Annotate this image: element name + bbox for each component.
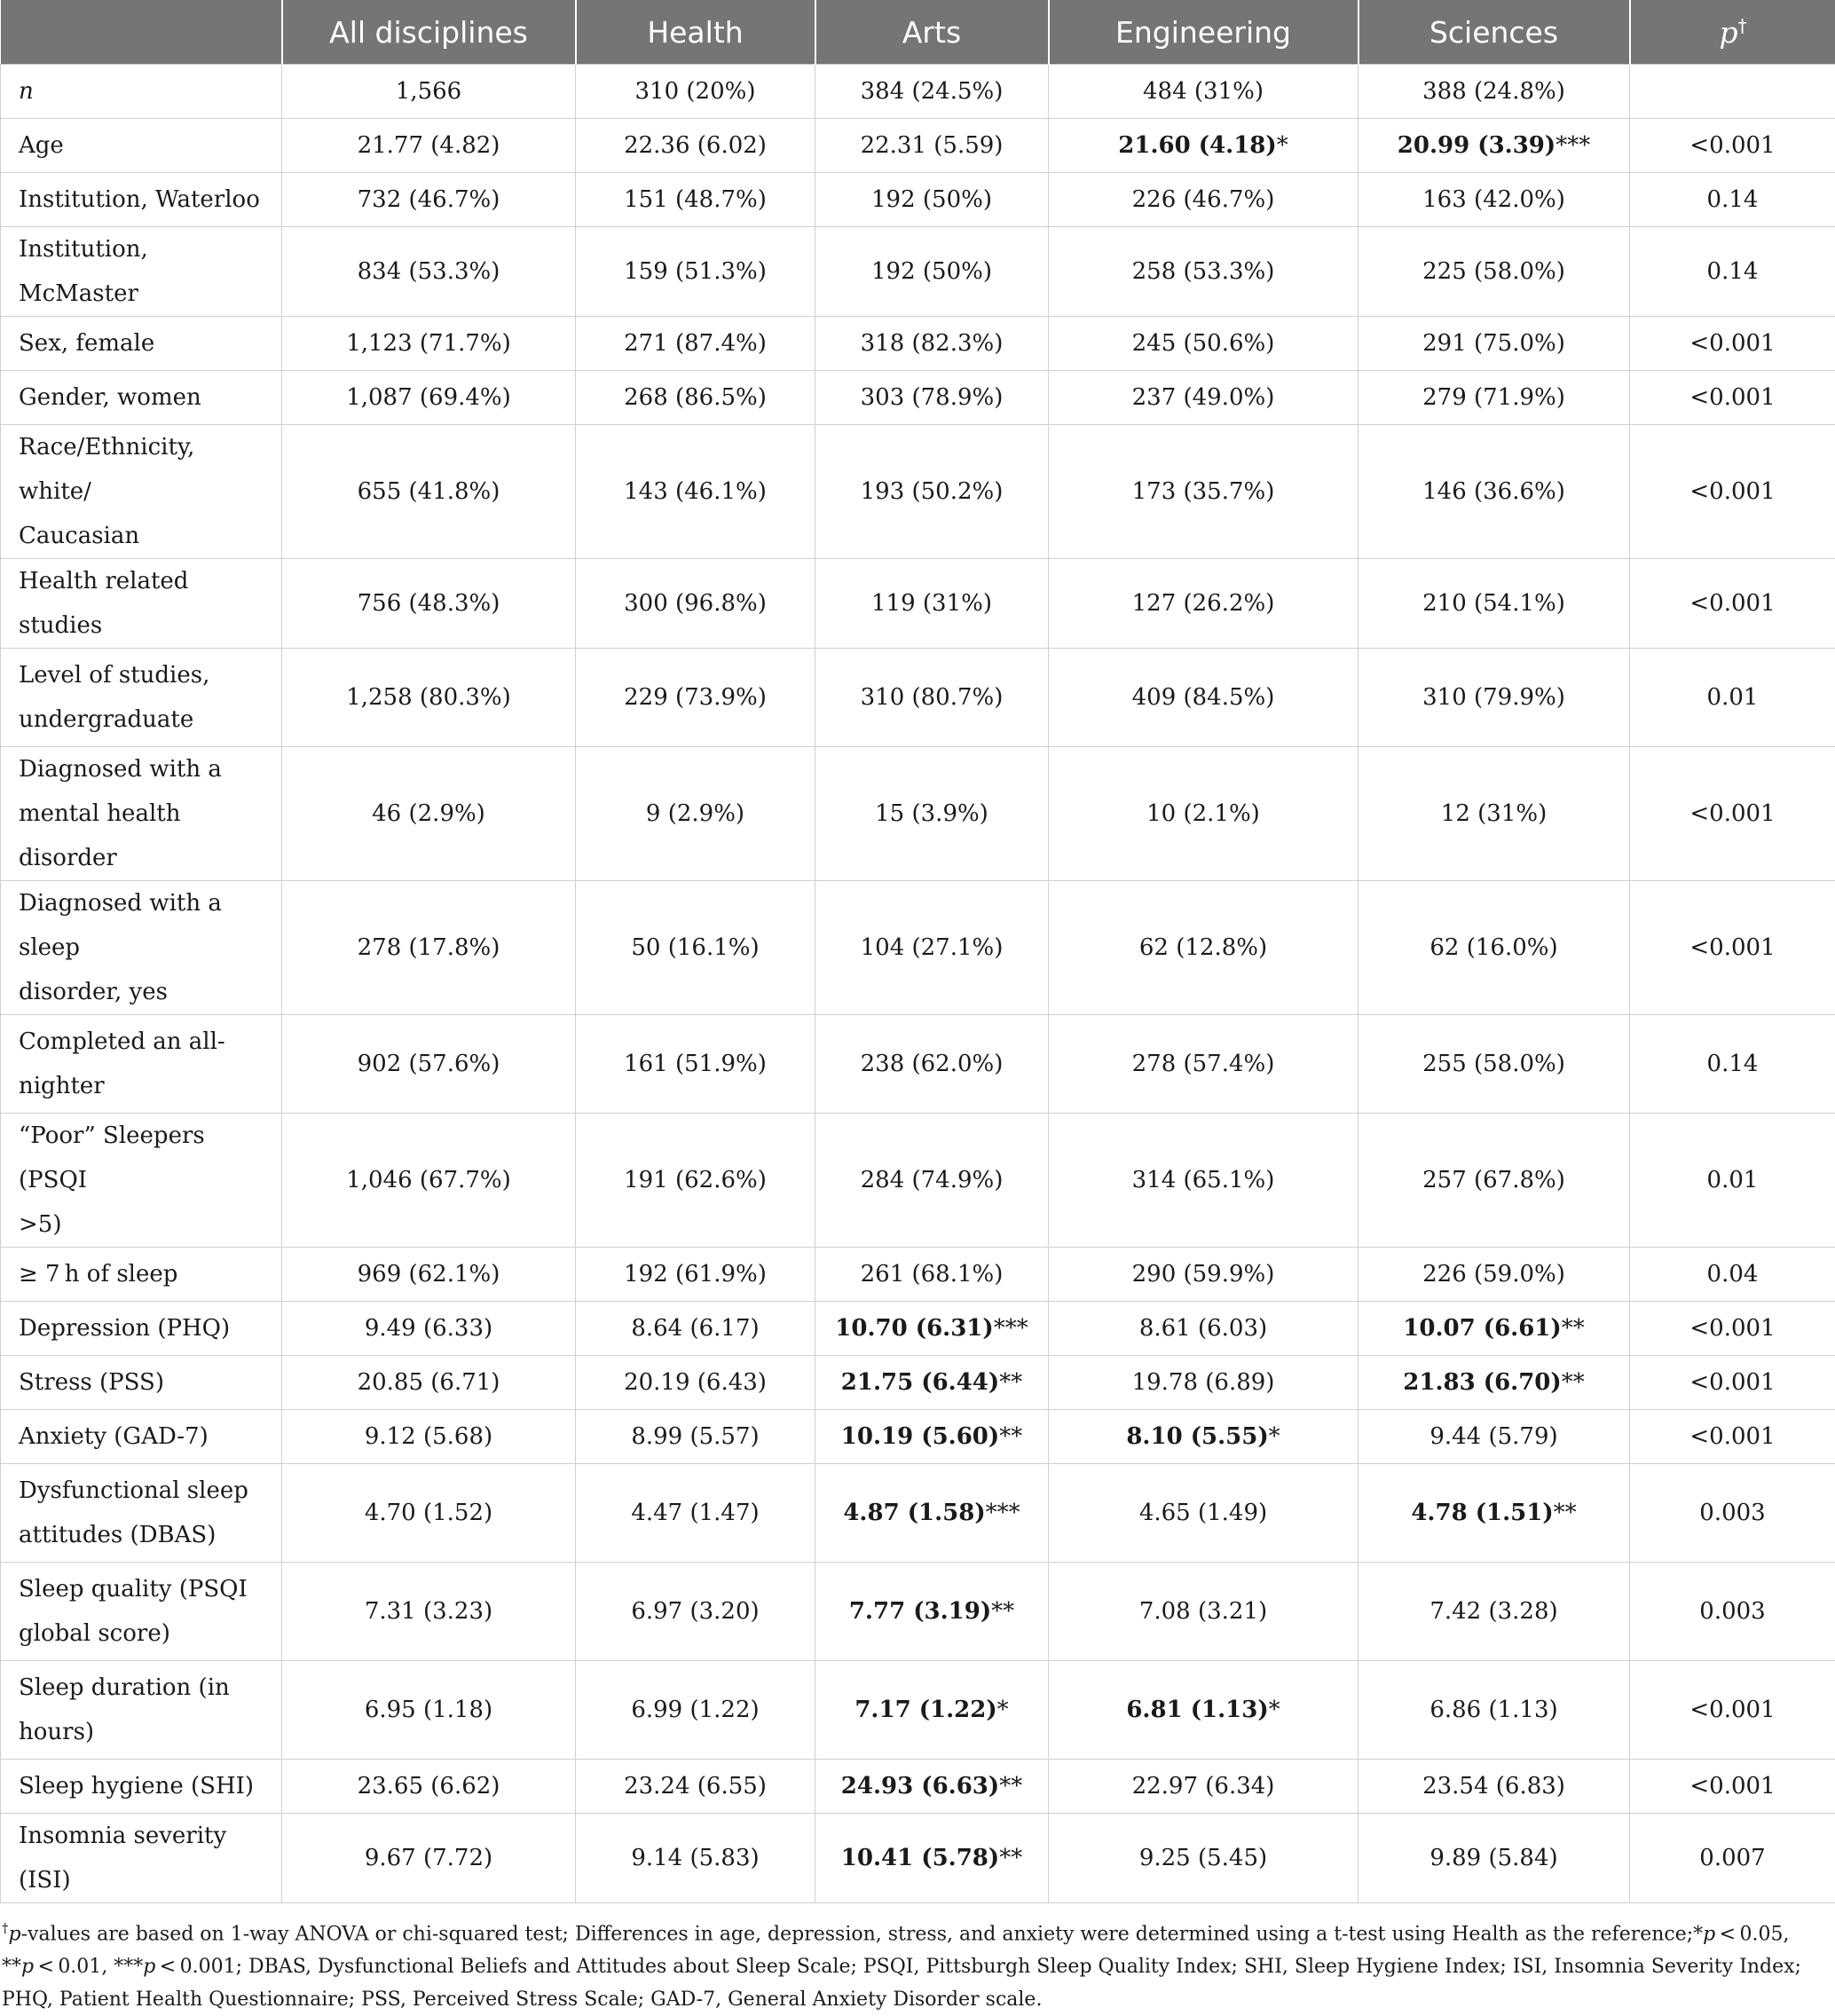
footnote-p1: p xyxy=(1703,1923,1715,1945)
cell-arts: 119 (31%) xyxy=(815,559,1049,649)
cell-sciences: 257 (67.8%) xyxy=(1359,1114,1630,1248)
cell-sciences: 226 (59.0%) xyxy=(1359,1248,1630,1302)
row-label-line-2: Caucasian xyxy=(19,523,139,549)
table-body xyxy=(1,65,1835,1903)
cell-p-value: 0.003 xyxy=(1630,1464,1835,1563)
cell-all-disciplines: 1,258 (80.3%) xyxy=(282,649,576,747)
cell-all-disciplines: 6.95 (1.18) xyxy=(282,1661,576,1760)
cell-sciences: 62 (16.0%) xyxy=(1359,881,1630,1015)
cell-all-disciplines: 9.12 (5.68) xyxy=(282,1410,576,1464)
table-row xyxy=(1,649,1835,747)
row-label: Sex, female xyxy=(1,317,282,371)
row-label-line-1: “Poor” Sleepers (PSQI xyxy=(19,1122,205,1193)
row-label xyxy=(1,1015,282,1114)
cell-p-value: <0.001 xyxy=(1630,425,1835,559)
row-label-line-2: >5) xyxy=(19,1211,61,1238)
cell-health: 143 (46.1%) xyxy=(576,425,815,559)
row-label-line-2: attitudes (DBAS) xyxy=(19,1522,216,1548)
cell-p-value: 0.01 xyxy=(1630,649,1835,747)
cell-p-value: 0.14 xyxy=(1630,227,1835,317)
table-row xyxy=(1,65,1835,119)
significant-value: 7.77 (3.19) xyxy=(849,1598,991,1625)
significance-marker: *** xyxy=(1555,132,1590,159)
table-row xyxy=(1,1248,1835,1302)
cell-engineering: 127 (26.2%) xyxy=(1049,559,1359,649)
cell-sciences xyxy=(1359,1464,1630,1563)
row-label-line-1: Completed an all- xyxy=(19,1028,225,1055)
cell-p-value: 0.14 xyxy=(1630,173,1835,227)
cell-arts: 238 (62.0%) xyxy=(815,1015,1049,1114)
header-sciences: Sciences xyxy=(1359,0,1630,65)
cell-arts: 384 (24.5%) xyxy=(815,65,1049,119)
row-label: Anxiety (GAD-7) xyxy=(1,1410,282,1464)
cell-p-value: <0.001 xyxy=(1630,1356,1835,1410)
row-label: ≥ 7 h of sleep xyxy=(1,1248,282,1302)
cell-health: 271 (87.4%) xyxy=(576,317,815,371)
significant-value: 8.10 (5.55) xyxy=(1126,1423,1268,1450)
cell-health: 4.47 (1.47) xyxy=(576,1464,815,1563)
significance-marker: ** xyxy=(1562,1315,1585,1342)
header-health: Health xyxy=(576,0,815,65)
table-row xyxy=(1,1302,1835,1356)
row-label-line-2: global score) xyxy=(19,1620,170,1647)
cell-engineering: 484 (31%) xyxy=(1049,65,1359,119)
cell-all-disciplines: 46 (2.9%) xyxy=(282,747,576,881)
cell-engineering: 62 (12.8%) xyxy=(1049,881,1359,1015)
cell-arts xyxy=(815,1302,1049,1356)
table-row xyxy=(1,371,1835,425)
significance-marker: ** xyxy=(999,1423,1022,1450)
row-label: n xyxy=(1,65,282,119)
row-label xyxy=(1,747,282,881)
cell-all-disciplines: 834 (53.3%) xyxy=(282,227,576,317)
significance-marker: ** xyxy=(1554,1500,1577,1526)
table-row xyxy=(1,1015,1835,1114)
cell-health: 229 (73.9%) xyxy=(576,649,815,747)
row-label-line-1: Race/Ethnicity, white/ xyxy=(19,434,194,505)
footnote-text-1: -values are based on 1-way ANOVA or chi-squared test; Differences in age, depression, stress, and anxiety were determined using a t-test using Health as the reference;* xyxy=(21,1923,1704,1945)
cell-all-disciplines: 4.70 (1.52) xyxy=(282,1464,576,1563)
significant-value: 4.87 (1.58) xyxy=(843,1500,985,1526)
cell-arts xyxy=(815,1814,1049,1903)
row-label-line-1: Diagnosed with a xyxy=(19,756,222,783)
header-all-disciplines: All disciplines xyxy=(282,0,576,65)
table-row xyxy=(1,1356,1835,1410)
header-blank xyxy=(1,0,282,65)
cell-health: 50 (16.1%) xyxy=(576,881,815,1015)
cell-engineering: 8.61 (6.03) xyxy=(1049,1302,1359,1356)
row-label-line-1: Sleep quality (PSQI xyxy=(19,1576,248,1603)
cell-p-value xyxy=(1630,65,1835,119)
cell-sciences xyxy=(1359,1356,1630,1410)
cell-all-disciplines: 9.49 (6.33) xyxy=(282,1302,576,1356)
table-row xyxy=(1,173,1835,227)
cell-engineering xyxy=(1049,1661,1359,1760)
cell-engineering: 245 (50.6%) xyxy=(1049,317,1359,371)
cell-sciences: 7.42 (3.28) xyxy=(1359,1563,1630,1661)
cell-p-value: <0.001 xyxy=(1630,317,1835,371)
row-label xyxy=(1,1464,282,1563)
footnote-text-2: < 0.05, ** xyxy=(2,1923,1789,1978)
cell-all-disciplines: 23.65 (6.62) xyxy=(282,1760,576,1814)
row-label-line-1: Dysfunctional sleep xyxy=(19,1477,248,1504)
footnote-p2: p xyxy=(21,1956,34,1978)
cell-p-value: 0.003 xyxy=(1630,1563,1835,1661)
cell-health: 310 (20%) xyxy=(576,65,815,119)
table-row xyxy=(1,747,1835,881)
cell-health: 192 (61.9%) xyxy=(576,1248,815,1302)
table-row xyxy=(1,425,1835,559)
cell-health: 300 (96.8%) xyxy=(576,559,815,649)
footnote-text-3: < 0.01, *** xyxy=(34,1956,143,1978)
table-row xyxy=(1,881,1835,1015)
cell-all-disciplines: 1,566 xyxy=(282,65,576,119)
cell-p-value: <0.001 xyxy=(1630,1661,1835,1760)
cell-all-disciplines: 1,046 (67.7%) xyxy=(282,1114,576,1248)
significant-value: 10.07 (6.61) xyxy=(1403,1315,1561,1342)
cell-health: 9 (2.9%) xyxy=(576,747,815,881)
significance-marker: *** xyxy=(994,1315,1028,1342)
significant-value: 7.17 (1.22) xyxy=(854,1697,996,1723)
cell-arts xyxy=(815,1410,1049,1464)
cell-arts xyxy=(815,1464,1049,1563)
significance-marker: * xyxy=(997,1697,1009,1723)
cell-sciences: 163 (42.0%) xyxy=(1359,173,1630,227)
cell-arts: 15 (3.9%) xyxy=(815,747,1049,881)
table-row xyxy=(1,1410,1835,1464)
cell-sciences: 9.44 (5.79) xyxy=(1359,1410,1630,1464)
significant-value: 10.19 (5.60) xyxy=(841,1423,999,1450)
row-label xyxy=(1,649,282,747)
cell-engineering: 237 (49.0%) xyxy=(1049,371,1359,425)
significant-value: 10.41 (5.78) xyxy=(841,1845,999,1871)
cell-arts xyxy=(815,1563,1049,1661)
row-label-line-2: hours) xyxy=(19,1719,94,1745)
cell-arts xyxy=(815,1356,1049,1410)
table-row xyxy=(1,1464,1835,1563)
cell-arts: 318 (82.3%) xyxy=(815,317,1049,371)
cell-engineering xyxy=(1049,1410,1359,1464)
row-label-line-1: Sleep duration (in xyxy=(19,1674,230,1701)
row-label: Insomnia severity (ISI) xyxy=(1,1814,282,1903)
table-row xyxy=(1,227,1835,317)
header-arts: Arts xyxy=(815,0,1049,65)
row-label xyxy=(1,425,282,559)
table-row xyxy=(1,1760,1835,1814)
footnote-dagger: † xyxy=(2,1920,9,1936)
row-label: Age xyxy=(1,119,282,173)
row-label: Stress (PSS) xyxy=(1,1356,282,1410)
header-p-letter: p xyxy=(1719,15,1737,50)
cell-arts xyxy=(815,1661,1049,1760)
cell-engineering: 19.78 (6.89) xyxy=(1049,1356,1359,1410)
table-row xyxy=(1,1114,1835,1248)
cell-all-disciplines: 1,087 (69.4%) xyxy=(282,371,576,425)
row-label: Institution, Waterloo xyxy=(1,173,282,227)
cell-sciences: 279 (71.9%) xyxy=(1359,371,1630,425)
cell-p-value: 0.007 xyxy=(1630,1814,1835,1903)
significant-value: 21.60 (4.18) xyxy=(1118,132,1276,159)
cell-arts xyxy=(815,1760,1049,1814)
cell-arts: 22.31 (5.59) xyxy=(815,119,1049,173)
cell-p-value: <0.001 xyxy=(1630,1760,1835,1814)
cell-engineering: 278 (57.4%) xyxy=(1049,1015,1359,1114)
row-label: Institution, McMaster xyxy=(1,227,282,317)
cell-engineering xyxy=(1049,119,1359,173)
footnote-text-4: < 0.001; DBAS, Dysfunctional Beliefs and Attitudes about Sleep Scale; PSQI, Pittsburgh Sleep Quality Index; SHI, Sleep Hygiene Index; ISI, Insomnia Severity Index; PHQ, Patient Health Questionnaire; PSS, Perceived Stress Scale; GAD-7, General Anxiety Disorder scale. xyxy=(2,1956,1801,2011)
significance-marker: * xyxy=(1269,1423,1280,1450)
cell-p-value: <0.001 xyxy=(1630,1410,1835,1464)
table-row xyxy=(1,1814,1835,1903)
cell-engineering: 173 (35.7%) xyxy=(1049,425,1359,559)
cell-all-disciplines: 756 (48.3%) xyxy=(282,559,576,649)
significant-value: 20.99 (3.39) xyxy=(1398,132,1555,159)
cell-arts: 192 (50%) xyxy=(815,173,1049,227)
header-p-value xyxy=(1630,0,1835,65)
cell-health: 20.19 (6.43) xyxy=(576,1356,815,1410)
cell-engineering: 4.65 (1.49) xyxy=(1049,1464,1359,1563)
row-label xyxy=(1,1563,282,1661)
cell-arts: 284 (74.9%) xyxy=(815,1114,1049,1248)
cell-health: 268 (86.5%) xyxy=(576,371,815,425)
cell-health: 8.99 (5.57) xyxy=(576,1410,815,1464)
cell-p-value: <0.001 xyxy=(1630,119,1835,173)
cell-engineering: 9.25 (5.45) xyxy=(1049,1814,1359,1903)
cell-engineering: 258 (53.3%) xyxy=(1049,227,1359,317)
significance-marker: ** xyxy=(999,1369,1022,1396)
cell-all-disciplines: 655 (41.8%) xyxy=(282,425,576,559)
cell-sciences: 210 (54.1%) xyxy=(1359,559,1630,649)
cell-p-value: 0.14 xyxy=(1630,1015,1835,1114)
row-label: Health related studies xyxy=(1,559,282,649)
significance-marker: * xyxy=(1269,1697,1280,1723)
significance-marker: *** xyxy=(986,1500,1020,1526)
significant-value: 21.75 (6.44) xyxy=(841,1369,999,1396)
cell-sciences: 255 (58.0%) xyxy=(1359,1015,1630,1114)
table-footnote xyxy=(0,1903,1833,2016)
row-label-line-1: Diagnosed with a sleep xyxy=(19,890,222,961)
cell-engineering: 314 (65.1%) xyxy=(1049,1114,1359,1248)
cell-health: 6.99 (1.22) xyxy=(576,1661,815,1760)
cell-p-value: 0.01 xyxy=(1630,1114,1835,1248)
cell-all-disciplines: 902 (57.6%) xyxy=(282,1015,576,1114)
cell-health: 9.14 (5.83) xyxy=(576,1814,815,1903)
cell-engineering: 10 (2.1%) xyxy=(1049,747,1359,881)
row-label: Depression (PHQ) xyxy=(1,1302,282,1356)
significant-value: 4.78 (1.51) xyxy=(1411,1500,1553,1526)
cell-all-disciplines: 21.77 (4.82) xyxy=(282,119,576,173)
header-engineering: Engineering xyxy=(1049,0,1359,65)
cell-sciences: 6.86 (1.13) xyxy=(1359,1661,1630,1760)
cell-sciences: 225 (58.0%) xyxy=(1359,227,1630,317)
table-row xyxy=(1,559,1835,649)
cell-health: 8.64 (6.17) xyxy=(576,1302,815,1356)
table-row xyxy=(1,317,1835,371)
cell-p-value: <0.001 xyxy=(1630,559,1835,649)
cell-arts: 310 (80.7%) xyxy=(815,649,1049,747)
row-label xyxy=(1,881,282,1015)
cell-arts: 261 (68.1%) xyxy=(815,1248,1049,1302)
cell-engineering: 22.97 (6.34) xyxy=(1049,1760,1359,1814)
significant-value: 10.70 (6.31) xyxy=(835,1315,993,1342)
significance-marker: ** xyxy=(1562,1369,1585,1396)
cell-p-value: <0.001 xyxy=(1630,1302,1835,1356)
significant-value: 21.83 (6.70) xyxy=(1403,1369,1561,1396)
table-row xyxy=(1,1661,1835,1760)
cell-engineering: 290 (59.9%) xyxy=(1049,1248,1359,1302)
cell-all-disciplines: 278 (17.8%) xyxy=(282,881,576,1015)
cell-health: 191 (62.6%) xyxy=(576,1114,815,1248)
cell-arts: 303 (78.9%) xyxy=(815,371,1049,425)
table-row xyxy=(1,1563,1835,1661)
cell-health: 151 (48.7%) xyxy=(576,173,815,227)
cell-p-value: <0.001 xyxy=(1630,881,1835,1015)
footnote-p3: p xyxy=(143,1956,155,1978)
cell-sciences: 310 (79.9%) xyxy=(1359,649,1630,747)
cell-health: 6.97 (3.20) xyxy=(576,1563,815,1661)
cell-engineering: 226 (46.7%) xyxy=(1049,173,1359,227)
cell-health: 23.24 (6.55) xyxy=(576,1760,815,1814)
cell-engineering: 7.08 (3.21) xyxy=(1049,1563,1359,1661)
table-header xyxy=(1,0,1835,65)
cell-all-disciplines: 7.31 (3.23) xyxy=(282,1563,576,1661)
cell-sciences: 388 (24.8%) xyxy=(1359,65,1630,119)
row-label xyxy=(1,1661,282,1760)
significant-value: 6.81 (1.13) xyxy=(1126,1697,1268,1723)
cell-arts: 193 (50.2%) xyxy=(815,425,1049,559)
cell-sciences: 12 (31%) xyxy=(1359,747,1630,881)
cell-engineering: 409 (84.5%) xyxy=(1049,649,1359,747)
header-dagger: † xyxy=(1738,15,1747,36)
table-row xyxy=(1,119,1835,173)
row-label-line-2: undergraduate xyxy=(19,706,193,733)
row-label-line-2: nighter xyxy=(19,1073,105,1099)
row-label xyxy=(1,1114,282,1248)
cell-all-disciplines: 732 (46.7%) xyxy=(282,173,576,227)
row-label-line-2: mental health disorder xyxy=(19,800,180,871)
cell-all-disciplines: 20.85 (6.71) xyxy=(282,1356,576,1410)
footnote-p: p xyxy=(9,1923,21,1945)
cell-sciences: 291 (75.0%) xyxy=(1359,317,1630,371)
row-label: Sleep hygiene (SHI) xyxy=(1,1760,282,1814)
cell-health: 22.36 (6.02) xyxy=(576,119,815,173)
significance-marker: ** xyxy=(991,1598,1014,1625)
cell-p-value: 0.04 xyxy=(1630,1248,1835,1302)
significance-marker: ** xyxy=(999,1773,1022,1799)
cell-sciences xyxy=(1359,119,1630,173)
cell-health: 159 (51.3%) xyxy=(576,227,815,317)
cell-p-value: <0.001 xyxy=(1630,371,1835,425)
cell-arts: 192 (50%) xyxy=(815,227,1049,317)
cell-p-value: <0.001 xyxy=(1630,747,1835,881)
row-label-line-1: Level of studies, xyxy=(19,662,209,689)
cell-sciences: 9.89 (5.84) xyxy=(1359,1814,1630,1903)
row-label-line-2: disorder, yes xyxy=(19,979,168,1005)
cell-all-disciplines: 9.67 (7.72) xyxy=(282,1814,576,1903)
cell-sciences: 146 (36.6%) xyxy=(1359,425,1630,559)
cell-all-disciplines: 969 (62.1%) xyxy=(282,1248,576,1302)
row-label: Gender, women xyxy=(1,371,282,425)
significant-value: 24.93 (6.63) xyxy=(841,1773,999,1799)
cell-health: 161 (51.9%) xyxy=(576,1015,815,1114)
significance-marker: ** xyxy=(999,1845,1022,1871)
cell-sciences xyxy=(1359,1302,1630,1356)
significance-marker: * xyxy=(1277,132,1288,159)
cell-sciences: 23.54 (6.83) xyxy=(1359,1760,1630,1814)
cell-arts: 104 (27.1%) xyxy=(815,881,1049,1015)
cell-all-disciplines: 1,123 (71.7%) xyxy=(282,317,576,371)
